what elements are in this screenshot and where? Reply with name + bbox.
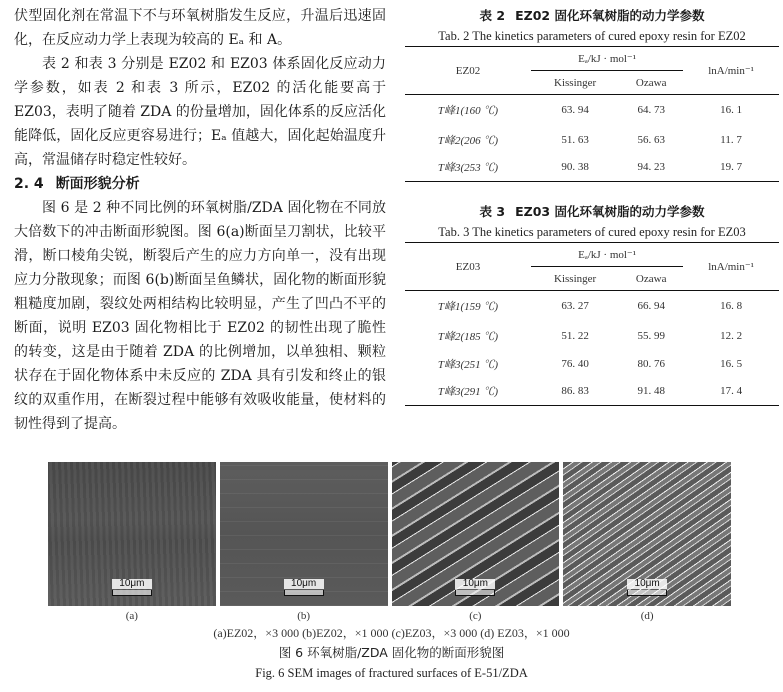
section-heading xyxy=(14,172,386,196)
table3-cell-ozawa: 91. 48 xyxy=(637,385,665,398)
scale-bar xyxy=(627,579,667,596)
table-row xyxy=(405,126,779,154)
paragraph-2: 表 2 和表 3 分别是 EZ02 和 EZ03 体系固化反应动力学参数，如表 2 和表 3 所示，EZ02 的活化能要高于 EZ03，表明了随着 ZDA 的份量增加，固化体系的反应活化能降低，固化反应更容易进行；Eₐ 值越大，固化起始温度升高，常温储存时稳定性较好。 xyxy=(14,56,386,168)
table2-title-en: Tab. 2 The kinetics parameters of cured epoxy resin for EZ02 xyxy=(438,29,746,43)
scale-bar xyxy=(284,579,324,596)
table3-cell-ozawa: 66. 94 xyxy=(637,300,665,313)
table3-cell-kissinger: 63. 27 xyxy=(561,300,589,313)
figure-6 xyxy=(48,462,731,624)
table3-cell-lna: 17. 4 xyxy=(720,385,743,398)
paragraph-1: 伏型固化剂在常温下不与环氧树脂发生反应，升温后迅速固化，在反应动力学上表现为较高的 Eₐ 和 A。 xyxy=(14,8,386,48)
table2-header-ozawa: Ozawa xyxy=(619,71,683,95)
panel-label-b: (b) xyxy=(297,610,311,622)
table2-title-cn xyxy=(405,6,779,26)
scale-line xyxy=(627,590,667,596)
table-row xyxy=(405,350,779,378)
table2-title-text: EZ02 固化环氧树脂的动力学参数 xyxy=(515,8,705,23)
table3-header-ozawa: Ozawa xyxy=(619,267,683,291)
figure-caption-en: Fig. 6 SEM images of fractured surfaces of E-51/ZDA xyxy=(255,666,528,680)
scale-line xyxy=(112,590,152,596)
table3-cell-ozawa: 80. 76 xyxy=(637,357,665,370)
table2-header-sample: EZ02 xyxy=(405,47,531,95)
table2-header-kissinger: Kissinger xyxy=(531,71,619,95)
sem-image-c xyxy=(392,462,560,606)
figure-caption-cn: 图 6 环氧树脂/ZDA 固化物的断面形貌图 xyxy=(278,645,505,660)
table2-cell-t: T峰2(206 ℃) xyxy=(437,134,499,147)
table3-cell-lna: 16. 5 xyxy=(720,357,743,370)
table3-number: 表 3 xyxy=(479,204,506,219)
table2-cell-ozawa: 94. 23 xyxy=(637,161,665,174)
scale-label: 10μm xyxy=(627,579,667,589)
table2-header-lna: lnA/min⁻¹ xyxy=(683,47,779,95)
table2-cell-lna: 16. 1 xyxy=(720,104,743,117)
scale-line xyxy=(284,590,324,596)
table3-cell-t: T峰3(251 ℃) xyxy=(437,358,499,371)
scale-label: 10μm xyxy=(455,579,495,589)
table3-cell-kissinger: 86. 83 xyxy=(561,385,589,398)
table2-number: 表 2 xyxy=(479,8,506,23)
table3-header-ea: Eₐ/kJ · mol⁻¹ xyxy=(531,243,683,267)
scale-bar xyxy=(112,579,152,596)
table3-cell-ozawa: 55. 99 xyxy=(637,329,665,342)
section-title: 断面形貌分析 xyxy=(55,176,140,192)
scale-line xyxy=(455,590,495,596)
table3-cell-kissinger: 51. 22 xyxy=(561,329,589,342)
table2-header-ea: Eₐ/kJ · mol⁻¹ xyxy=(531,47,683,71)
section-number: 2. 4 xyxy=(14,176,44,192)
paragraph-3: 图 6 是 2 种不同比例的环氧树脂/ZDA 固化物在不同放大倍数下的冲击断面形貌图。图 6(a)断面呈刀割状，比较平滑，断口棱角尖锐，断裂后产生的应力方向单一，没有出现应力分散现象；而图 6(b)断面呈鱼鳞状，固化物的断面形貌粗糙度加剧，裂纹处两相结构比较明显，产生了凹凸不平的断面，说明 EZ03 固化物相比于 EZ02 的韧性出现了脆性的转变，这是由于随着 ZDA 的比例增加，以单独相、颗粒状存在于固化物体系中未反应的 ZDA 具有引发和终止的银纹的双重作用，在断裂过程中能够有效吸收能量，使材料的韧性得到了提高。 xyxy=(14,200,386,432)
panel-labels xyxy=(48,608,731,624)
body-text-column xyxy=(14,4,386,436)
sem-image-a xyxy=(48,462,216,606)
table3-title-text: EZ03 固化环氧树脂的动力学参数 xyxy=(515,204,705,219)
table3-header-kissinger: Kissinger xyxy=(531,267,619,291)
table2 xyxy=(405,46,779,182)
figure-captions xyxy=(0,624,783,683)
table2-cell-ozawa: 56. 63 xyxy=(637,133,665,146)
table3-header-lna: lnA/min⁻¹ xyxy=(683,243,779,291)
table2-cell-lna: 11. 7 xyxy=(720,133,742,146)
panel-label-c: (c) xyxy=(469,610,482,622)
sem-image-b xyxy=(220,462,388,606)
scale-label: 10μm xyxy=(112,579,152,589)
figure-subcaption: (a)EZ02，×3 000 (b)EZ02，×1 000 (c)EZ03，×3 000 (d) EZ03，×1 000 xyxy=(213,626,570,640)
tables-column xyxy=(405,6,779,406)
table2-cell-kissinger: 90. 38 xyxy=(561,161,589,174)
table3-title-en: Tab. 3 The kinetics parameters of cured epoxy resin for EZ03 xyxy=(438,225,746,239)
table3 xyxy=(405,242,779,406)
table-row xyxy=(405,154,779,182)
table-row xyxy=(405,322,779,350)
table3-title-cn xyxy=(405,202,779,222)
table-row xyxy=(405,95,779,126)
table2-cell-kissinger: 63. 94 xyxy=(561,104,589,117)
table2-cell-ozawa: 64. 73 xyxy=(637,104,665,117)
scale-label: 10μm xyxy=(284,579,324,589)
table3-header-sample: EZ03 xyxy=(405,243,531,291)
table3-cell-t: T峰3(291 ℃) xyxy=(437,386,499,399)
table3-cell-t: T峰1(159 ℃) xyxy=(437,301,499,314)
table2-cell-t: T峰1(160 ℃) xyxy=(437,105,499,118)
table3-cell-t: T峰2(185 ℃) xyxy=(437,330,499,343)
table-row xyxy=(405,291,779,322)
table3-cell-kissinger: 76. 40 xyxy=(561,357,589,370)
panel-label-d: (d) xyxy=(640,610,654,622)
table-row xyxy=(405,378,779,406)
scale-bar xyxy=(455,579,495,596)
table2-cell-lna: 19. 7 xyxy=(720,161,743,174)
table3-cell-lna: 16. 8 xyxy=(720,300,743,313)
table2-cell-kissinger: 51. 63 xyxy=(561,133,589,146)
sem-image-d xyxy=(563,462,731,606)
panel-label-a: (a) xyxy=(125,610,138,622)
table3-cell-lna: 12. 2 xyxy=(720,329,743,342)
sem-panels xyxy=(48,462,731,606)
table2-cell-t: T峰3(253 ℃) xyxy=(437,162,499,175)
